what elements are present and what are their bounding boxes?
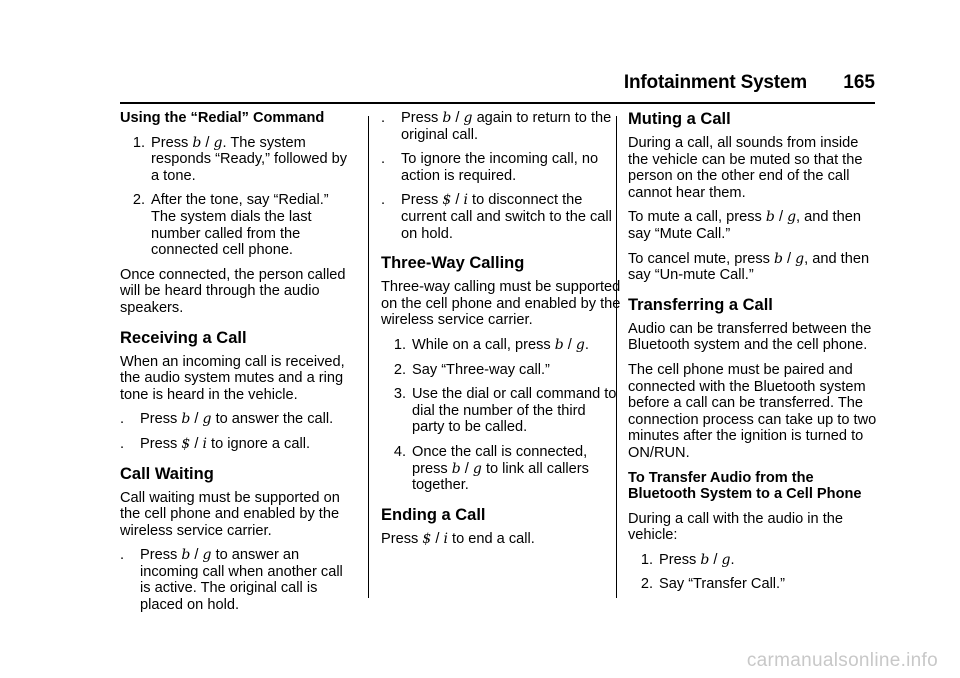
phone-icon: g <box>463 110 473 126</box>
slash-separator: / <box>455 192 460 209</box>
step-number: 1. <box>640 551 653 568</box>
slash-separator: / <box>205 134 210 151</box>
bullet: . <box>120 411 125 428</box>
bullet-text: Press <box>140 435 178 452</box>
slash-separator: / <box>464 460 469 477</box>
step-number: 1. <box>132 134 145 151</box>
body-text: To cancel mute, press <box>628 250 770 267</box>
body-text: Press <box>381 530 419 547</box>
phone-icon: g <box>202 411 212 428</box>
step-number: 2. <box>132 192 145 209</box>
ending-text <box>381 531 621 548</box>
step-text: . The system responds “Ready,” followed by a tone. <box>151 134 348 184</box>
body-text: to end a call. <box>452 530 535 547</box>
step-text: Press <box>659 551 697 568</box>
column-2 <box>381 110 621 555</box>
threeway-heading: Three-Way Calling <box>381 254 525 273</box>
page-header <box>120 68 875 104</box>
step-text: Once the call is connected, press <box>412 443 588 477</box>
bullet-text: to disconnect the current call and switch to the call on hold. <box>401 192 612 242</box>
step-text: . <box>584 336 589 353</box>
column-1 <box>120 110 350 622</box>
push-to-talk-icon: b <box>181 411 191 428</box>
transfer-step-1 <box>628 552 878 569</box>
step-text: . <box>730 551 735 568</box>
bullet: . <box>381 151 386 168</box>
receiving-bullet-ignore <box>120 436 350 453</box>
section-title: Infotainment System <box>623 72 807 93</box>
waiting-bullet-ignore <box>381 151 621 184</box>
slash-separator: / <box>567 336 572 353</box>
transfer-requirements: The cell phone must be paired and connected with the Bluetooth system before a call can be transferred. The connection process can take up to two minutes after the ignition is turned to ON/RUN. <box>628 361 877 461</box>
ending-heading: Ending a Call <box>381 505 486 524</box>
redial-after-text: Once connected, the person called will be heard through the audio speakers. <box>120 266 346 316</box>
page-number: 165 <box>843 72 875 93</box>
end-call-icon: $ <box>422 530 432 547</box>
muting-heading: Muting a Call <box>628 110 731 128</box>
bullet-text: to answer the call. <box>215 411 334 428</box>
body-text: To mute a call, press <box>628 209 762 226</box>
redial-step-2 <box>120 192 350 258</box>
waiting-bullet-disconnect <box>381 192 621 242</box>
redial-heading: Using the “Redial” Command <box>120 110 325 126</box>
slash-separator: / <box>787 250 792 267</box>
transfer-during-call: During a call with the audio in the vehicle: <box>628 510 843 544</box>
hang-up-icon: i <box>463 192 468 209</box>
step-number: 2. <box>640 576 653 593</box>
step-number: 1. <box>393 336 406 353</box>
unmute-instruction <box>628 251 878 284</box>
push-to-talk-icon: b <box>181 547 191 564</box>
push-to-talk-icon: b <box>765 209 775 226</box>
bullet-text: again to return to the original call. <box>401 110 612 143</box>
push-to-talk-icon: b <box>192 134 202 151</box>
muting-intro: During a call, all sounds from inside the vehicle can be muted so that the person on the other end of the call cannot hear them. <box>628 135 863 201</box>
redial-step-1 <box>120 135 350 185</box>
waiting-bullet-answer <box>120 547 350 613</box>
transfer-step-2 <box>628 576 878 593</box>
step-text: Say “Transfer Call.” <box>659 576 785 593</box>
phone-icon: g <box>721 551 731 568</box>
slash-separator: / <box>455 110 460 126</box>
hang-up-icon: i <box>202 435 207 452</box>
bullet: . <box>120 547 125 564</box>
bullet-text: Press <box>140 411 178 428</box>
step-text: to link all callers together. <box>412 460 589 494</box>
end-call-icon: $ <box>181 435 191 452</box>
threeway-step-3 <box>381 386 621 436</box>
body-text: , and then say “Mute Call.” <box>628 209 861 242</box>
slash-separator: / <box>194 435 199 452</box>
waiting-heading: Call Waiting <box>120 464 214 483</box>
body-text: , and then say “Un-mute Call.” <box>628 250 870 284</box>
threeway-step-4 <box>381 444 621 494</box>
step-number: 3. <box>393 386 406 403</box>
threeway-step-2 <box>381 362 621 379</box>
receiving-heading: Receiving a Call <box>120 328 247 347</box>
waiting-bullet-return <box>381 110 621 143</box>
step-text: While on a call, press <box>412 336 551 353</box>
bullet-text: Press <box>401 110 439 126</box>
push-to-talk-icon: b <box>554 336 564 353</box>
phone-icon: g <box>202 547 212 564</box>
end-call-icon: $ <box>442 192 452 209</box>
step-number: 2. <box>393 361 406 378</box>
column-divider-1 <box>368 116 369 598</box>
transfer-subheading: To Transfer Audio from the Bluetooth System to a Cell Phone <box>628 469 862 503</box>
transfer-heading: Transferring a Call <box>628 295 773 314</box>
slash-separator: / <box>778 209 783 226</box>
bullet: . <box>381 192 386 209</box>
step-text: Say “Three-way call.” <box>412 361 550 378</box>
bullet: . <box>381 110 386 126</box>
watermark: carmanualsonline.info <box>746 650 938 671</box>
mute-instruction <box>628 209 878 242</box>
receiving-intro: When an incoming call is received, the audio system mutes and a ring tone is heard in the vehicle. <box>120 353 345 403</box>
hang-up-icon: i <box>443 530 448 547</box>
phone-icon: g <box>795 250 805 267</box>
slash-separator: / <box>194 547 199 564</box>
phone-icon: g <box>787 209 797 226</box>
transfer-intro: Audio can be transferred between the Bluetooth system and the cell phone. <box>628 320 872 354</box>
slash-separator: / <box>435 530 440 547</box>
bullet-text: to answer an incoming call when another call is active. The original call is placed on hold. <box>140 547 343 614</box>
bullet-text: Press <box>140 547 178 564</box>
threeway-intro: Three-way calling must be supported on the cell phone and enabled by the wireless service carrier. <box>381 279 621 329</box>
slash-separator: / <box>713 551 718 568</box>
waiting-intro: Call waiting must be supported on the cell phone and enabled by the wireless service carrier. <box>120 489 340 539</box>
step-text: Use the dial or call command to dial the number of the third party to be called. <box>412 386 617 436</box>
phone-icon: g <box>472 460 482 477</box>
step-number: 4. <box>393 443 406 460</box>
phone-icon: g <box>575 336 585 353</box>
bullet: . <box>120 435 125 452</box>
phone-icon: g <box>213 134 223 151</box>
receiving-bullet-answer <box>120 411 350 428</box>
push-to-talk-icon: b <box>451 460 461 477</box>
slash-separator: / <box>194 411 199 428</box>
push-to-talk-icon: b <box>700 551 710 568</box>
bullet-text: to ignore a call. <box>211 435 311 452</box>
bullet-text: To ignore the incoming call, no action is required. <box>401 151 599 184</box>
push-to-talk-icon: b <box>442 110 452 126</box>
column-3 <box>628 110 878 601</box>
header-rule <box>120 102 875 104</box>
step-text: After the tone, say “Redial.” The system dials the last number called from the connected cell phone. <box>151 192 329 259</box>
bullet-text: Press <box>401 192 439 209</box>
step-text: Press <box>151 134 189 151</box>
threeway-step-1 <box>381 337 621 354</box>
push-to-talk-icon: b <box>774 250 783 267</box>
